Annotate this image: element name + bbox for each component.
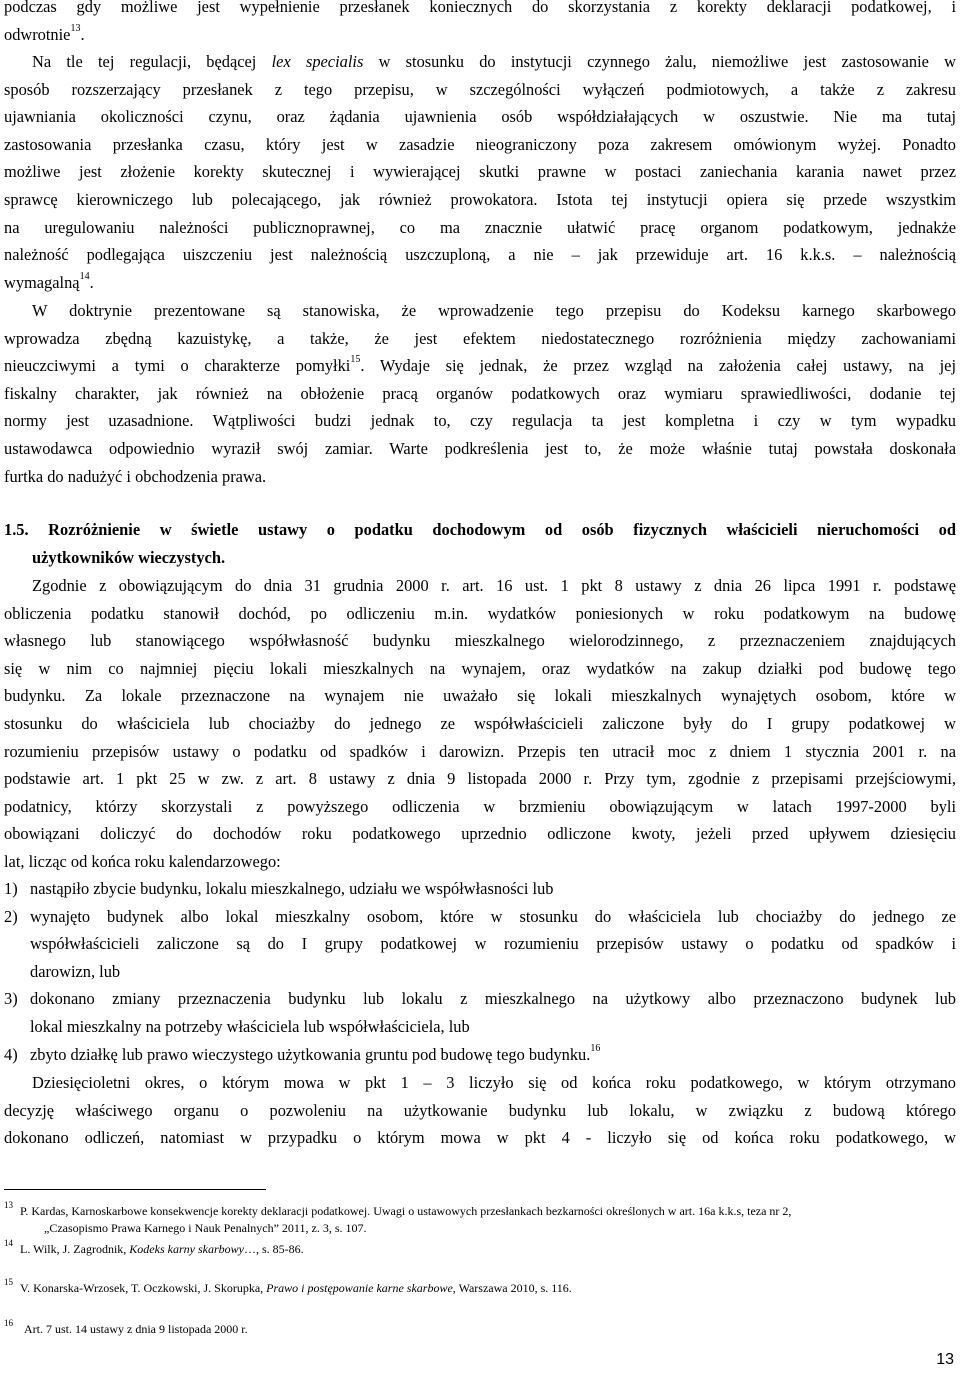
footnote-text: Art. 7 ust. 14 ustawy z dnia 9 listopada 2000 r. [24,1322,248,1336]
footnote-number: 14 [4,1238,13,1248]
paragraph-continuation [4,0,956,48]
text-line: odwrotnie [4,24,71,44]
text-line: ujawniania okoliczności czynu, oraz żądania ujawnienia osób współdziałających w oszustwie. Nie ma tutaj [4,107,956,127]
footnote-ref-13[interactable]: 13 [70,22,81,34]
text-line: się w nim co najmniej pięciu lokali mieszkalnych na wynajem, oraz wydatków na zakup działki pod budowę tego [4,658,956,678]
paragraph-lex-specialis [4,48,956,296]
text-line: normy jest uzasadnione. Wątpliwości budzi jednak to, czy regulacja ta jest kompletna i czy w tym wypadku [4,411,956,431]
list-item [4,903,956,986]
footnote-text: „Czasopismo Prawa Karnego i Nauk Penalnych” 2011, z. 3, s. 107. [44,1221,367,1235]
footnote-text: , Warszawa 2010, s. 116. [452,1281,572,1295]
footnote-14 [4,1238,956,1258]
list-number: 2) [4,906,18,926]
text-line: w stosunku do instytucji czynnego żalu, niemożliwe jest zastosowanie w [363,52,956,71]
paragraph-tax-law [4,572,956,876]
text-line: własnego lub stanowiącego współwłasność budynku mieszkalnego wielorodzinnego, z przeznaczeniem znajdujących [4,631,956,651]
text-line: podczas gdy możliwe jest wypełnienie przesłanek koniecznych do skorzystania z korekty deklaracji podatkowej, i [4,0,956,16]
text-line: stosunku do właściciela lub chociażby do jednego ze współwłaścicieli zaliczone były do I grupy podatkowej w [4,713,956,733]
page-number: 13 [936,1351,954,1368]
list-text: zbyto działkę lub prawo wieczystego użytkowania gruntu pod budowę tego budynku. [30,1044,591,1064]
text-line: nieuczciwymi a tymi o charakterze pomyłki [4,356,351,376]
text-line: Zgodnie z obowiązującym do dnia 31 grudnia 2000 r. art. 16 ust. 1 pkt 8 ustawy z dnia 26 lipca 1991 r. podstawę [32,576,956,595]
footnote-13 [4,1200,956,1237]
footnote-number: 16 [4,1318,13,1328]
text-line: budynku. Za lokale przeznaczone na wynajem nie uważało się lokali mieszkalnych wynajętych osobom, które w [4,686,956,706]
text-line: Dziesięcioletni okres, o którym mowa w pkt 1 – 3 liczyło się od końca roku podatkowego, w którym otrzymano [32,1073,956,1092]
list-text: lokal mieszkalny na potrzeby właściciela lub współwłaściciela, lub [30,1016,470,1036]
footnote-text: L. Wilk, J. Zagrodnik, [20,1242,130,1256]
text-line: możliwe jest złożenie korekty skutecznej i wywierającej skutki prawne w postaci zaniechania karania nawet przez [4,162,956,182]
footnote-number: 13 [4,1200,13,1210]
section-heading [4,516,956,571]
list-number: 4) [4,1044,18,1064]
footnote-ref-14[interactable]: 14 [79,270,90,282]
footnote-ref-15[interactable]: 15 [350,354,361,366]
footnote-italic-title: Kodeks karny skarbowy [129,1242,244,1256]
text-line: wprowadza zbędną kazuistykę, a także, że jest efektem niedostatecznego rozróżnienia między zachowaniami [4,328,956,348]
text-line: podatnicy, którzy skorzystali z powyższego odliczenia w brzmieniu obowiązującym w latach 1997-2000 byli [4,796,956,816]
paragraph-doctrine [4,297,956,490]
list-item [4,985,956,1040]
text-line: rozumieniu przepisów ustawy o podatku od spadków i darowizn. Przepis ten utracił moc z dniem 1 stycznia 2001 r. na [4,741,956,761]
footnote-separator [4,1189,266,1190]
text-line: obliczenia podatku stanowił dochód, po odliczeniu m.in. wydatków poniesionych w roku podatkowym na budowę [4,603,956,623]
list-text: wynajęto budynek albo lokal mieszkalny osobom, które w stosunku do właściciela lub chociażby do jednego ze [30,906,956,926]
footnote-text: P. Kardas, Karnoskarbowe konsekwencje korekty deklaracji podatkowej. Uwagi o ustawowych przesłankach bezkarności określonych w art. 16a k.k.s, teza nr 2, [20,1204,792,1218]
footnote-text: …, s. 85-86. [243,1242,304,1256]
paragraph-ten-year [4,1069,956,1152]
list-text: darowizn, lub [30,961,121,981]
footnote-text: V. Konarska-Wrzosek, T. Oczkowski, J. Skorupka, [20,1281,267,1295]
text-line: lat, licząc od końca roku kalendarzowego: [4,851,281,871]
list-text: nastąpiło zbycie budynku, lokalu mieszkalnego, udziału we współwłasności lub [30,879,554,898]
text-line: furtka do nadużyć i obchodzenia prawa. [4,466,267,486]
list-text: współwłaścicieli zaliczone są do I grupy podatkowej w rozumieniu przepisów ustawy o podatku od spadków i [30,934,956,954]
text-line: wymagalną [4,272,80,292]
text-line: decyzję właściwego organu o pozwoleniu na użytkowanie budynku lub lokalu, w związku z budową którego [4,1100,956,1120]
footnote-ref-16[interactable]: 16 [590,1042,601,1054]
text-line: obowiązani doliczyć do dochodów roku podatkowego uprzednio odliczone kwoty, jeżeli przed upływem dziesięciu [4,824,956,844]
footnote-number: 15 [4,1277,13,1287]
heading-text: Rozróżnienie w świetle ustawy o podatku dochodowym od osób fizycznych właścicieli nieruchomości od [48,520,956,539]
text-line: W doktrynie prezentowane są stanowiska, że wprowadzenie tego przepisu do Kodeksu karnego skarbowego [32,301,956,320]
text-line: sposób rozszerzający przesłanek z tego przepisu, w szczególności wyłączeń podmiotowych, a także z zakresu [4,79,956,99]
text-line: Na tle tej regulacji, będącej [32,52,272,71]
list-item [4,875,956,903]
text-line: podstawie art. 1 pkt 25 w zw. z art. 8 ustawy z dnia 9 listopada 2000 r. Przy tym, zgodnie z przepisami przejściowymi, [4,769,956,789]
text-line: należność podlegająca uiszczeniu jest należnością uszczuploną, a nie – jak przewiduje art. 16 k.k.s. – należnością [4,245,956,265]
footnote-15 [4,1277,956,1297]
text-line: sprawcę kierowniczego lub polecającego, jak również prowokatora. Istota tej instytucji opiera się przede wszystkim [4,189,956,209]
footnote-16 [4,1318,956,1338]
text-line: zastosowania przesłanka czasu, który jest w zasadzie nieograniczony poza zakresem omówionym wyżej. Ponadto [4,134,956,154]
list-text: dokonano zmiany przeznaczenia budynku lub lokalu z mieszkalnego na użytkowy albo przeznaczono budynek lub [30,989,956,1009]
footnote-italic-title: Prawo i postępowanie karne skarbowe [266,1281,453,1295]
list-item [4,1041,956,1069]
text-line: . [80,24,85,44]
text-line: . Wydaje się jednak, że przez wzgląd na założenia całej ustawy, na jej [360,356,956,376]
list-number: 1) [4,879,18,898]
italic-term: lex specialis [271,52,364,71]
text-line: fiskalny charakter, jak również na obłożenie pracą organów podatkowych oraz wymiaru sprawiedliwości, dodanie tej [4,383,956,403]
text-line: . [89,272,94,292]
text-line: dokonano odliczeń, natomiast w przypadku o którym mowa w pkt 4 - liczyło się od końca roku podatkowego, w [4,1128,956,1148]
section-number: 1.5. [4,520,29,539]
heading-text: użytkowników wieczystych. [32,547,226,567]
numbered-list [4,875,956,1068]
text-line: ustawodawca odpowiednio wyraził swój zamiar. Warte podkreślenia jest to, że może właśnie tutaj powstała doskonała [4,438,956,458]
text-line: na uregulowaniu należności publicznoprawnej, co ma znacznie ułatwić pracę organom podatkowym, jednakże [4,217,956,237]
list-number: 3) [4,989,18,1009]
